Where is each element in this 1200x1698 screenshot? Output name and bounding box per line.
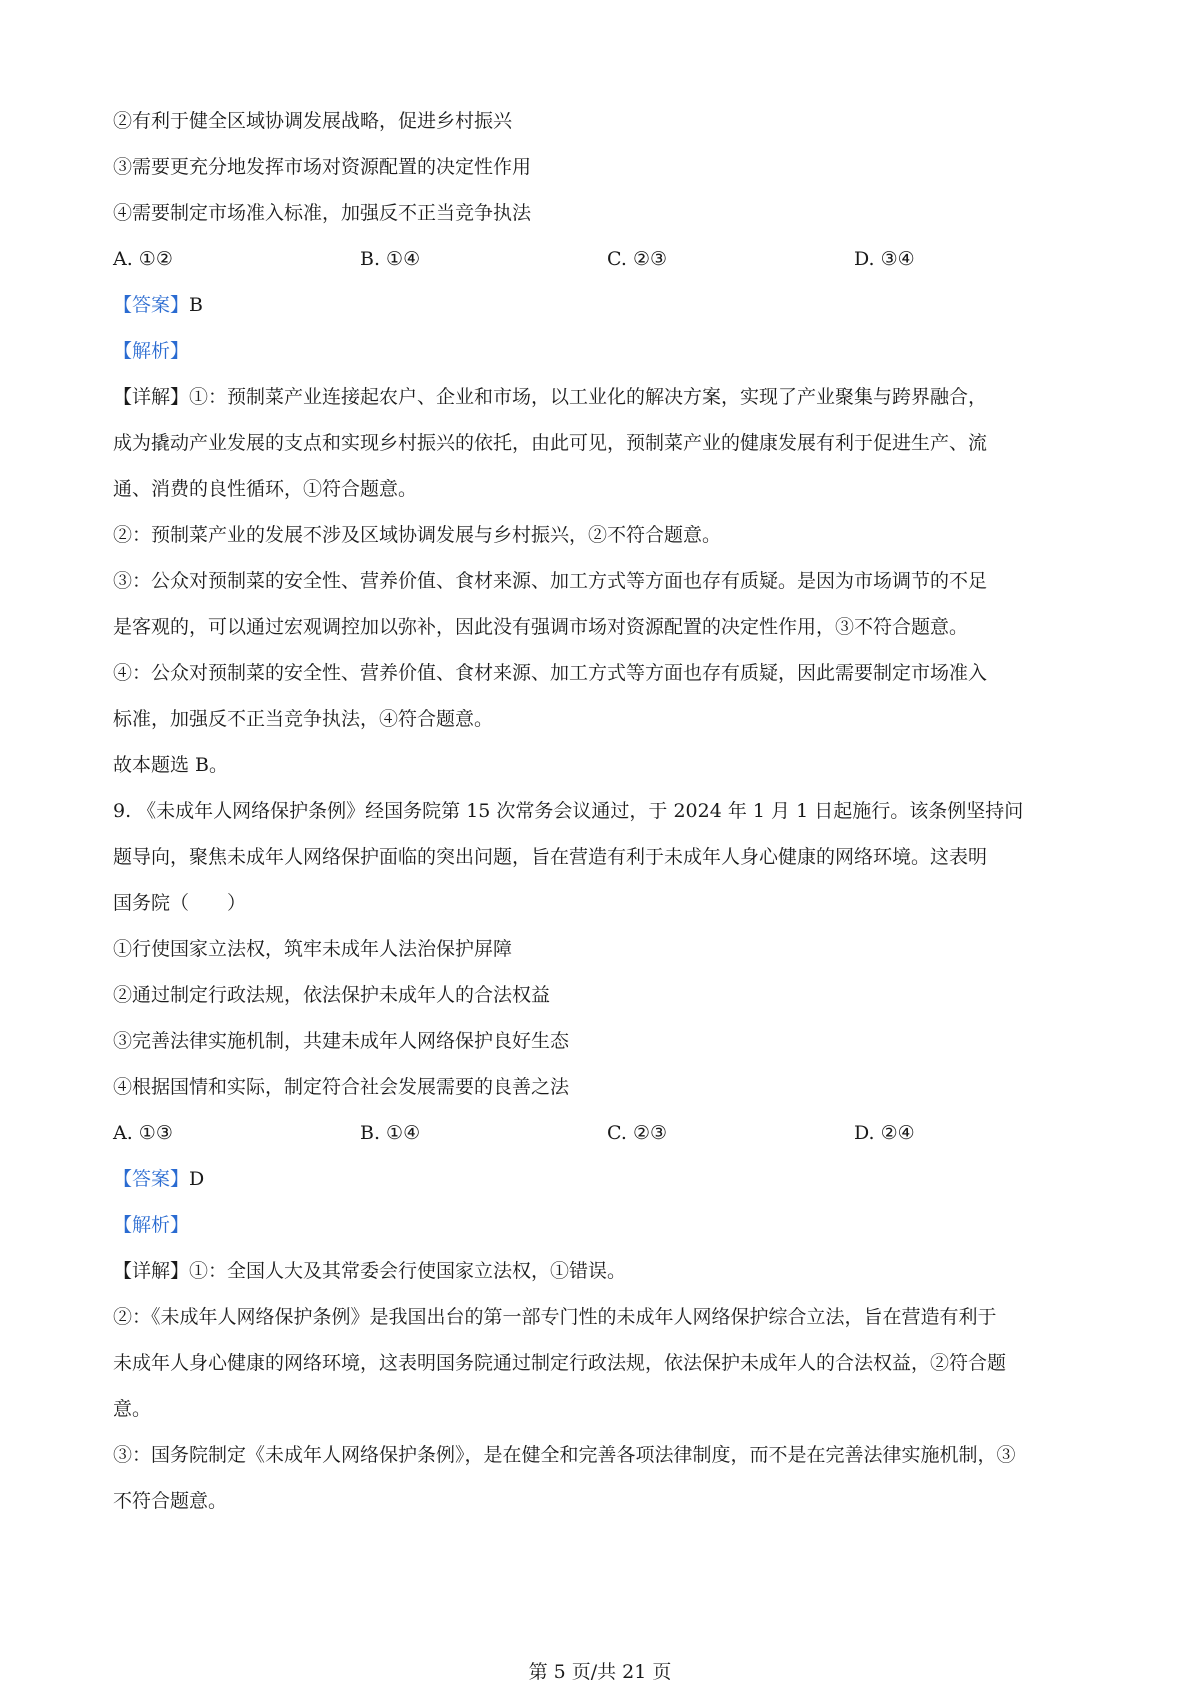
- q9-stem-line: 9. 《未成年人网络保护条例》经国务院第 15 次常务会议通过，于 2024 年 1 月 1 日起施行。该条例坚持问: [113, 800, 1024, 822]
- q9-answer-tag: 【答案】: [113, 1168, 190, 1190]
- q9-item-3: ③完善法律实施机制，共建未成年人网络保护良好生态: [113, 1030, 570, 1052]
- q8-answer-value: B: [189, 294, 203, 316]
- q8-analysis-tag: 【解析】: [113, 340, 190, 362]
- q9-answer-value: D: [189, 1168, 205, 1190]
- q9-detail-line: 不符合题意。: [113, 1490, 228, 1512]
- q9-analysis-line: [113, 1202, 1103, 1248]
- q9-detail-line: 【详解】①：全国人大及其常委会行使国家立法权，①错误。: [113, 1260, 627, 1282]
- q9-detail-line: ③：国务院制定《未成年人网络保护条例》，是在健全和完善各项法律制度，而不是在完善法律实施机制，③: [113, 1444, 1016, 1466]
- q9-item-2: ②通过制定行政法规，依法保护未成年人的合法权益: [113, 984, 551, 1006]
- q8-answer-line: [113, 282, 1103, 328]
- q8-analysis-line: [113, 328, 1103, 374]
- q9-option-a: A. ①③: [113, 1122, 173, 1144]
- q8-detail-line: ④：公众对预制菜的安全性、营养价值、食材来源、加工方式等方面也存有质疑，因此需要制定市场准入: [113, 662, 988, 684]
- q8-item-4: ④需要制定市场准入标准，加强反不正当竞争执法: [113, 202, 532, 224]
- q9-answer-line: [113, 1156, 1103, 1202]
- q8-item-3: ③需要更充分地发挥市场对资源配置的决定性作用: [113, 156, 532, 178]
- page-content: [113, 98, 1103, 1524]
- page-number-footer: 第 5 页/共 21 页: [528, 1661, 672, 1683]
- q8-options: [113, 236, 1103, 282]
- q9-item-1: ①行使国家立法权，筑牢未成年人法治保护屏障: [113, 938, 513, 960]
- q8-item-2: ②有利于健全区域协调发展战略，促进乡村振兴: [113, 110, 513, 132]
- q8-detail-line: ②：预制菜产业的发展不涉及区域协调发展与乡村振兴，②不符合题意。: [113, 524, 722, 546]
- q8-detail-line: 【详解】①：预制菜产业连接起农户、企业和市场，以工业化的解决方案，实现了产业聚集与跨界融合，: [113, 386, 988, 408]
- q8-detail-line: 成为撬动产业发展的支点和实现乡村振兴的依托，由此可见，预制菜产业的健康发展有利于促进生产、流: [113, 432, 988, 454]
- q9-stem-line: 国务院（ ）: [113, 892, 247, 914]
- q9-detail-line: 意。: [113, 1398, 152, 1420]
- q9-detail-line: ②：《未成年人网络保护条例》是我国出台的第一部专门性的未成年人网络保护综合立法，旨在营造有利于: [113, 1306, 997, 1328]
- q8-option-c: C. ②③: [607, 248, 668, 270]
- q8-option-d: D. ③④: [854, 248, 915, 270]
- q9-options: [113, 1110, 1103, 1156]
- q8-detail-line: 是客观的，可以通过宏观调控加以弥补，因此没有强调市场对资源配置的决定性作用，③不符合题意。: [113, 616, 969, 638]
- q8-answer-tag: 【答案】: [113, 294, 190, 316]
- q9-option-d: D. ②④: [854, 1122, 915, 1144]
- q9-stem-line: 题导向，聚焦未成年人网络保护面临的突出问题，旨在营造有利于未成年人身心健康的网络环境。这表明: [113, 846, 988, 868]
- q8-option-b: B. ①④: [360, 248, 421, 270]
- q9-item-4: ④根据国情和实际，制定符合社会发展需要的良善之法: [113, 1076, 570, 1098]
- q8-detail-line: ③：公众对预制菜的安全性、营养价值、食材来源、加工方式等方面也存有质疑。是因为市场调节的不足: [113, 570, 988, 592]
- q9-option-b: B. ①④: [360, 1122, 421, 1144]
- q9-analysis-tag: 【解析】: [113, 1214, 190, 1236]
- q8-detail-line: 通、消费的良性循环，①符合题意。: [113, 478, 418, 500]
- q8-conclusion: 故本题选 B。: [113, 754, 229, 776]
- q8-detail-line: 标准，加强反不正当竞争执法，④符合题意。: [113, 708, 494, 730]
- q9-option-c: C. ②③: [607, 1122, 668, 1144]
- q8-option-a: A. ①②: [113, 248, 173, 270]
- q9-detail-line: 未成年人身心健康的网络环境，这表明国务院通过制定行政法规，依法保护未成年人的合法权益，②符合题: [113, 1352, 1007, 1374]
